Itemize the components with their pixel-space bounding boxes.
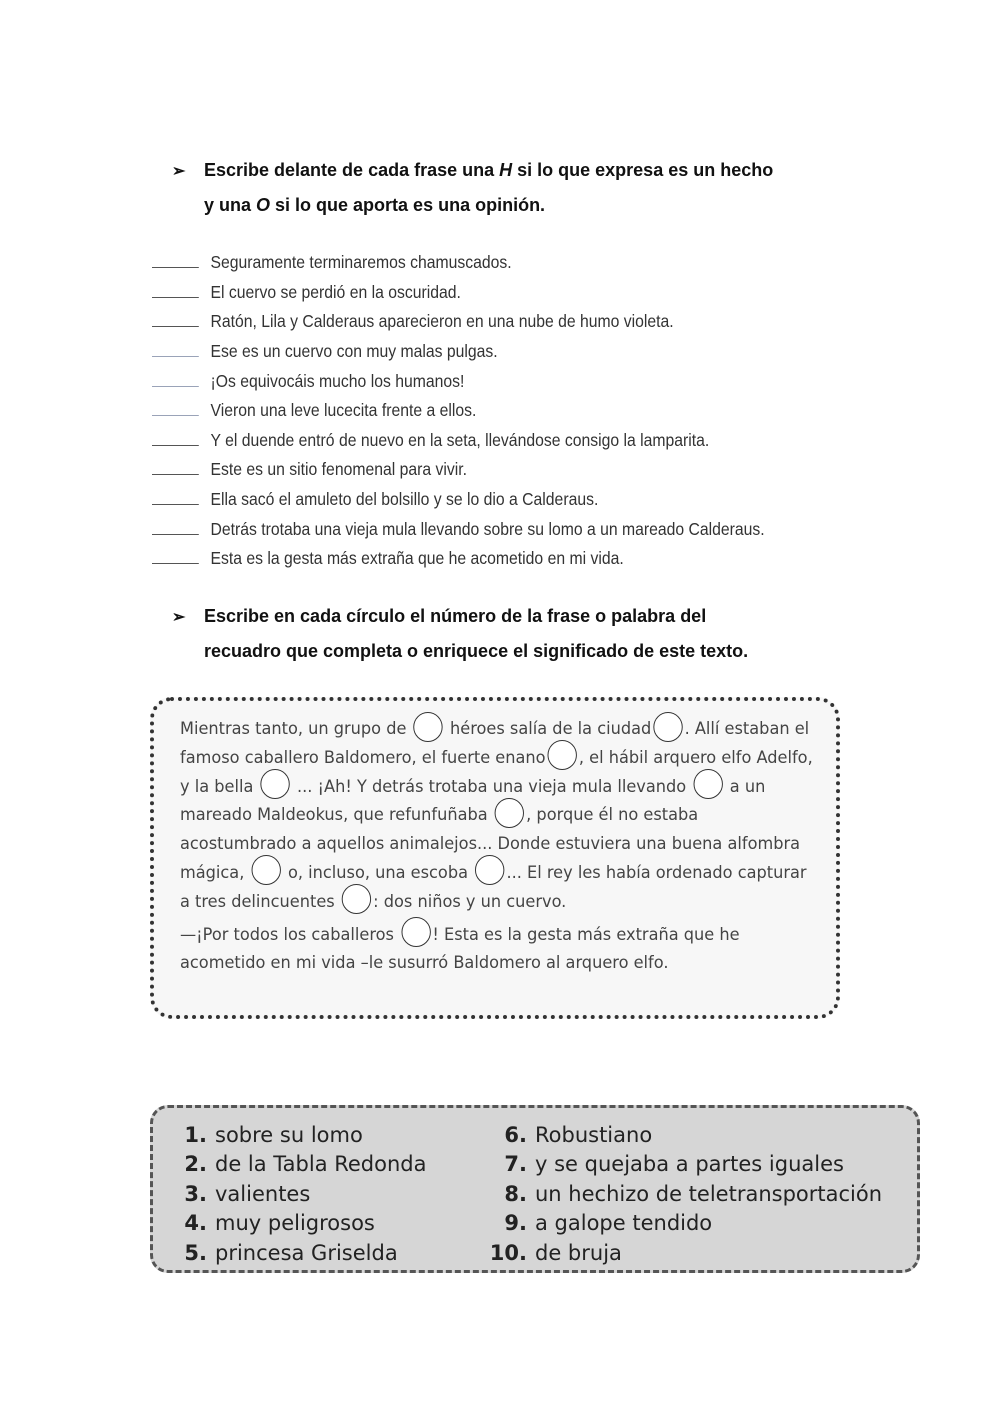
word-bank-text: Robustiano xyxy=(535,1122,653,1147)
answer-circle-10[interactable] xyxy=(401,917,430,947)
word-bank-item xyxy=(161,1120,427,1150)
word-bank-number: 8. xyxy=(504,1181,527,1206)
word-bank-text: sobre su lomo xyxy=(215,1122,363,1147)
answer-blank[interactable] xyxy=(152,504,199,505)
sentence-text: Esta es la gesta más extraña que he acometido en mi vida. xyxy=(210,548,624,569)
word-bank-text: y se quejaba a partes iguales xyxy=(535,1152,844,1177)
story-segment: Mientras tanto, un grupo de xyxy=(180,719,407,738)
word-bank-text: muy peligrosos xyxy=(215,1211,375,1236)
answer-circle-6[interactable] xyxy=(495,798,524,828)
sentence-text: Seguramente terminaremos chamuscados. xyxy=(210,252,512,273)
word-bank-number: 4. xyxy=(184,1211,207,1236)
story-segment: —¡Por todos los caballeros xyxy=(180,924,394,944)
answer-circle-2[interactable] xyxy=(653,712,682,742)
answer-circle-8[interactable] xyxy=(475,855,504,885)
answer-blank[interactable] xyxy=(152,534,199,535)
word-bank-item xyxy=(161,1238,427,1268)
word-bank-item xyxy=(469,1238,882,1268)
story-box xyxy=(150,697,840,1019)
word-bank-text: un hechizo de teletransportación xyxy=(535,1181,883,1206)
sentence-text: Ratón, Lila y Calderaus aparecieron en una nube de humo violeta. xyxy=(210,311,674,332)
answer-blank[interactable] xyxy=(152,445,199,446)
word-bank-item xyxy=(469,1179,882,1209)
sentence-row xyxy=(152,337,800,367)
story-segment: . Allí estaban el famoso caballero Baldomero, el fuerte enano xyxy=(180,719,810,767)
instruction-1-line-2: y una O si lo que aporta es una opinión. xyxy=(204,195,546,215)
arrow-bullet-icon: ➢ xyxy=(172,609,186,626)
answer-circle-5[interactable] xyxy=(693,769,722,799)
sentence-text: El cuervo se perdió en la oscuridad. xyxy=(210,281,461,302)
answer-blank[interactable] xyxy=(152,326,199,327)
word-bank-item xyxy=(161,1150,427,1180)
story-segment: héroes salía de la ciudad xyxy=(450,719,652,738)
sentence-row xyxy=(152,485,800,515)
answer-blank[interactable] xyxy=(152,297,199,298)
sentence-text: Este es un sitio fenomenal para vivir. xyxy=(210,459,468,480)
answer-blank[interactable] xyxy=(152,415,199,416)
answer-circle-7[interactable] xyxy=(251,855,280,885)
instruction-2-line-1: Escribe en cada círculo el número de la frase o palabra del xyxy=(204,606,707,626)
word-bank-item xyxy=(469,1209,882,1239)
word-bank-text: de bruja xyxy=(535,1240,622,1265)
sentence-row xyxy=(152,278,800,308)
instruction-2-line-2: recuadro que completa o enriquece el significado de este texto. xyxy=(204,641,749,661)
sentence-text: Vieron una leve lucecita frente a ellos. xyxy=(210,400,477,421)
arrow-bullet-icon: ➢ xyxy=(172,163,186,180)
sentence-text: Ella sacó el amuleto del bolsillo y se lo dio a Calderaus. xyxy=(210,489,599,510)
word-bank-number: 2. xyxy=(184,1152,207,1177)
word-bank-item xyxy=(161,1179,427,1209)
story-segment: : dos niños y un cuervo. xyxy=(373,891,567,911)
instruction-1 xyxy=(172,160,872,220)
sentence-text: Y el duende entró de nuevo en la seta, llevándose consigo la lamparita. xyxy=(210,429,710,450)
sentence-row xyxy=(152,455,800,485)
sentence-row xyxy=(152,307,800,337)
story-segment: ... El rey les había ordenado capturar a tres delincuentes xyxy=(180,862,807,911)
instruction-1-line-1: Escribe delante de cada frase una H si lo que expresa es un hecho xyxy=(204,160,774,180)
word-bank-text: de la Tabla Redonda xyxy=(215,1152,427,1177)
word-bank-text: princesa Griselda xyxy=(215,1240,398,1265)
sentence-row xyxy=(152,426,800,456)
answer-blank[interactable] xyxy=(152,386,199,387)
word-bank-number: 3. xyxy=(184,1181,207,1206)
sentence-list xyxy=(152,248,872,574)
sentence-row xyxy=(152,514,800,544)
sentence-text: Detrás trotaba una vieja mula llevando sobre su lomo a un mareado Calderaus. xyxy=(210,518,765,539)
story-segment: ... ¡Ah! Y detrás trotaba una vieja mula llevando xyxy=(296,776,687,796)
word-bank-box xyxy=(150,1105,920,1273)
sentence-row xyxy=(152,396,800,426)
story-segment: , porque él no estaba acostumbrado a aquellos animalejos... Donde estuviera una buena alfombra mágica, xyxy=(180,805,801,882)
sentence-text: ¡Os equivocáis mucho los humanos! xyxy=(210,370,465,391)
story-text xyxy=(180,715,817,978)
word-bank-left-column xyxy=(161,1120,427,1268)
answer-blank[interactable] xyxy=(152,267,199,268)
word-bank-number: 10. xyxy=(489,1240,527,1265)
story-segment: a un mareado Maldeokus, que refunfuñaba xyxy=(180,776,766,825)
answer-circle-9[interactable] xyxy=(342,884,371,914)
word-bank-number: 1. xyxy=(184,1122,207,1147)
story-segment: ! Esta es la gesta más extraña que he acometido en mi vida –le susurró Baldomero al arquero elfo. xyxy=(180,924,740,973)
instruction-2 xyxy=(172,606,872,666)
answer-circle-4[interactable] xyxy=(260,769,289,799)
word-bank-number: 9. xyxy=(504,1211,527,1236)
story-segment: o, incluso, una escoba xyxy=(287,862,468,882)
sentence-row xyxy=(152,366,800,396)
word-bank-text: a galope tendido xyxy=(535,1211,713,1236)
answer-circle-3[interactable] xyxy=(548,740,577,770)
sentence-row xyxy=(152,544,800,574)
word-bank-item xyxy=(469,1150,882,1180)
word-bank-number: 5. xyxy=(184,1240,207,1265)
sentence-text: Ese es un cuervo con muy malas pulgas. xyxy=(210,341,498,362)
answer-circle-1[interactable] xyxy=(414,712,443,742)
answer-blank[interactable] xyxy=(152,563,199,564)
answer-blank[interactable] xyxy=(152,356,199,357)
word-bank-number: 6. xyxy=(504,1122,527,1147)
story-segment: , el hábil arquero elfo Adelfo, y la bella xyxy=(180,747,813,796)
word-bank-text: valientes xyxy=(215,1181,311,1206)
word-bank-item xyxy=(469,1120,882,1150)
word-bank-right-column xyxy=(469,1120,882,1268)
word-bank-item xyxy=(161,1209,427,1239)
answer-blank[interactable] xyxy=(152,474,199,475)
sentence-row xyxy=(152,248,800,278)
word-bank-number: 7. xyxy=(504,1152,527,1177)
